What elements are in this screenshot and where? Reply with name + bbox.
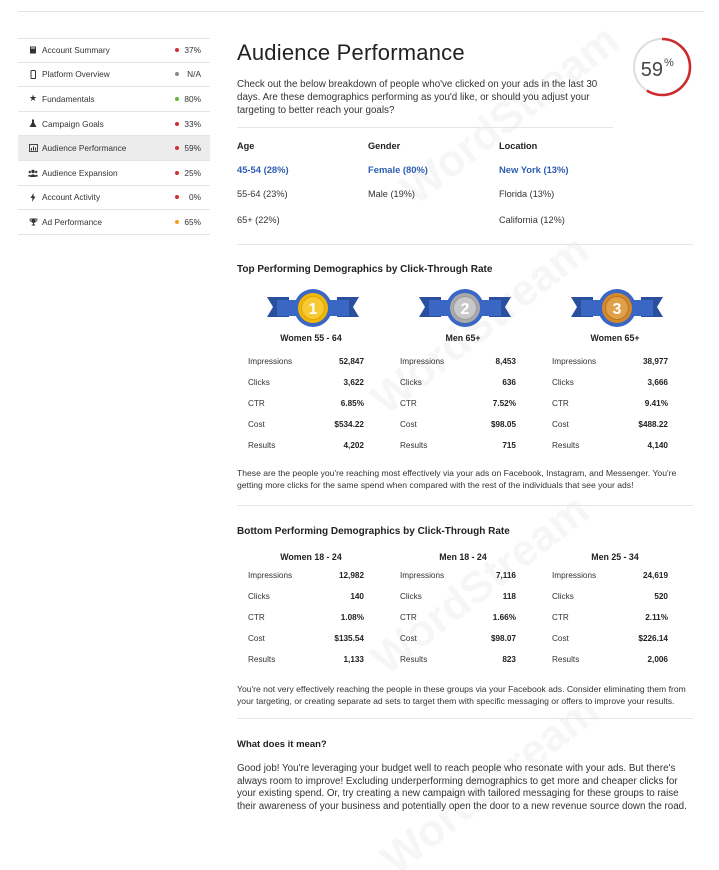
metric-row <box>552 420 668 441</box>
medal-bronze <box>541 287 693 333</box>
sidebar-item-label: Audience Performance <box>42 143 127 154</box>
metric-label: Clicks <box>552 378 574 387</box>
bottom-group-2 <box>389 552 541 676</box>
metric-value: 118 <box>502 592 516 601</box>
metric-value: 4,140 <box>647 441 668 450</box>
metric-value: $98.05 <box>490 420 516 429</box>
status-dot <box>175 72 179 76</box>
metric-row <box>400 399 516 420</box>
metric-label: Cost <box>248 634 265 643</box>
metric-value: $135.54 <box>334 634 364 643</box>
users-icon <box>28 169 38 177</box>
metric-label: Results <box>552 441 580 450</box>
metric-value: 4,202 <box>343 441 364 450</box>
section-divider <box>237 505 693 506</box>
top-performing-grid <box>237 287 693 462</box>
medal-silver <box>389 287 541 333</box>
main-content <box>237 38 693 813</box>
metric-row <box>552 357 668 378</box>
metrics-table <box>400 571 516 676</box>
metric-label: Impressions <box>552 571 597 580</box>
metric-label: Cost <box>248 420 265 429</box>
metric-row <box>552 634 668 655</box>
score-value: 59 <box>640 59 663 81</box>
sidebar-item-label: Audience Expansion <box>42 167 118 178</box>
sidebar-item-account-activity[interactable] <box>18 186 210 211</box>
group-name: Men 18 - 24 <box>439 552 487 562</box>
demo-top-value: Female (80%) <box>368 164 428 175</box>
status-dot <box>175 220 179 224</box>
metric-value: 3,622 <box>343 378 364 387</box>
demo-top-value: 45-54 (28%) <box>237 164 289 175</box>
metric-value: 823 <box>502 655 516 664</box>
medal-rank: 2 <box>460 301 470 318</box>
metric-label: Clicks <box>552 592 574 601</box>
metric-label: Results <box>400 441 428 450</box>
demo-column-age <box>237 141 368 240</box>
sidebar-item-label: Fundamentals <box>42 93 95 104</box>
top-group-2 <box>389 287 541 462</box>
bottom-performing-note: You're not very effectively reaching the people in these groups via your Facebook ads. Consider eliminating them from your targeting, or creating separate ad sets to target them with specific messaging or offers to improve your results. <box>237 684 686 706</box>
metric-label: Results <box>400 655 428 664</box>
sidebar-item-pct: 59% <box>184 143 201 154</box>
top-group-3 <box>541 287 693 462</box>
metric-row <box>400 420 516 441</box>
metric-label: Impressions <box>400 357 445 366</box>
metric-label: Results <box>248 441 276 450</box>
sidebar-item-pct: 37% <box>184 45 201 56</box>
demo-column-location <box>499 141 630 240</box>
sidebar-item-pct: N/A <box>187 69 201 80</box>
top-group-1 <box>237 287 389 462</box>
metric-label: Impressions <box>400 571 445 580</box>
metric-row <box>552 441 668 462</box>
metric-value: 7,116 <box>495 571 516 580</box>
metric-row <box>248 655 364 676</box>
sidebar-item-audience-performance[interactable] <box>18 136 210 161</box>
metric-value: 8,453 <box>495 357 516 366</box>
sidebar-item-audience-expansion[interactable] <box>18 161 210 186</box>
metric-row <box>552 655 668 676</box>
metric-row <box>400 378 516 399</box>
metric-label: Impressions <box>248 357 293 366</box>
trophy-icon <box>28 218 38 226</box>
bolt-icon <box>28 193 38 202</box>
metric-value: $534.22 <box>334 420 364 429</box>
page-intro: Check out the below breakdown of people who've clicked on your ads in the last 30 days. Are these demographics performing as you'd like, or should you adjust your targeting to better reach your goals? <box>237 79 598 116</box>
demo-column-gender <box>368 141 499 240</box>
metrics-table <box>248 571 364 676</box>
section-divider <box>237 127 613 128</box>
bottom-group-1 <box>237 552 389 676</box>
metric-label: Cost <box>400 420 417 429</box>
demo-top-value: New York (13%) <box>499 164 569 175</box>
metric-label: Clicks <box>400 378 422 387</box>
metric-label: Impressions <box>552 357 597 366</box>
metric-row <box>248 634 364 655</box>
demo-header: Gender <box>368 141 401 151</box>
metric-value: 1.66% <box>492 613 516 622</box>
metrics-table <box>248 357 364 462</box>
metric-row <box>552 378 668 399</box>
metric-row <box>400 592 516 613</box>
medal-rank: 1 <box>308 301 318 318</box>
metric-row <box>552 399 668 420</box>
group-name: Women 55 - 64 <box>280 333 342 343</box>
metric-value: 140 <box>350 592 364 601</box>
medal-gold <box>237 287 389 333</box>
sidebar-item-platform-overview[interactable] <box>18 63 210 88</box>
metric-value: 7.52% <box>492 399 516 408</box>
metric-value: 52,847 <box>338 357 364 366</box>
metric-label: CTR <box>552 613 569 622</box>
metric-value: 2.11% <box>645 613 668 622</box>
metric-label: Cost <box>552 420 569 429</box>
top-performing-note: These are the people you're reaching most effectively via your ads on Facebook, Instagram, and Messenger. You're getting more clicks for the same spend when compared with the rest of the individuals that see your ads! <box>237 468 677 490</box>
score-suffix: % <box>664 57 674 69</box>
demo-value: 55-64 (23%) <box>237 189 288 199</box>
metric-row <box>248 592 364 613</box>
section-divider <box>237 244 693 245</box>
group-name: Men 65+ <box>445 333 481 343</box>
metric-label: Cost <box>552 634 569 643</box>
sidebar-item-label: Account Summary <box>42 45 110 56</box>
sidebar-item-account-summary[interactable] <box>18 38 210 63</box>
section-divider <box>237 718 693 719</box>
demo-value: 65+ (22%) <box>237 214 280 225</box>
metric-label: Clicks <box>400 592 422 601</box>
metric-value: 24,619 <box>642 571 668 580</box>
metric-value: 520 <box>654 592 668 601</box>
metric-row <box>400 571 516 592</box>
metric-row <box>400 357 516 378</box>
sidebar-item-pct: 65% <box>184 216 201 227</box>
metric-value: 1,133 <box>343 655 364 664</box>
metric-label: Results <box>248 655 276 664</box>
bottom-performing-title: Bottom Performing Demographics by Click-Through Rate <box>237 526 510 537</box>
metric-label: Impressions <box>248 571 293 580</box>
sidebar-item-label: Campaign Goals <box>42 118 104 129</box>
metric-row <box>248 571 364 592</box>
metric-label: Cost <box>400 634 417 643</box>
medal-rank: 3 <box>612 301 622 318</box>
demographics-summary <box>237 141 693 240</box>
meaning-title: What does it mean? <box>237 739 327 750</box>
metric-label: CTR <box>248 613 265 622</box>
metric-label: CTR <box>248 399 265 408</box>
metric-row <box>248 420 364 441</box>
metric-row <box>248 378 364 399</box>
sidebar-item-campaign-goals[interactable] <box>18 112 210 137</box>
metric-value: $226.14 <box>638 634 668 643</box>
metric-value: 1.08% <box>340 613 364 622</box>
metric-value: 715 <box>502 441 516 450</box>
metric-value: 636 <box>502 378 516 387</box>
status-dot <box>175 48 179 52</box>
metric-value: 12,982 <box>338 571 364 580</box>
metric-value: 9.41% <box>644 399 668 408</box>
metric-label: CTR <box>400 399 417 408</box>
star-icon: ★ <box>28 93 38 104</box>
metric-value: 6.85% <box>340 399 364 408</box>
metrics-table <box>552 571 668 676</box>
status-dot <box>175 195 179 199</box>
status-dot <box>175 171 179 175</box>
demo-header: Age <box>237 141 255 151</box>
metric-row <box>552 571 668 592</box>
sidebar-item-pct: 0% <box>189 192 201 203</box>
sidebar-item-fundamentals[interactable] <box>18 87 210 112</box>
bottom-performing-grid <box>237 552 693 676</box>
sidebar-nav <box>18 38 210 235</box>
metric-value: 38,977 <box>642 357 668 366</box>
meaning-body: Good job! You're leveraging your budget well to reach people who resonate with your ads. But there's always room to improve! Excluding underperforming demographics to get more and cheaper clicks for your existing spend. Or, try creating a new campaign with tailored messaging for these groups to raise their awareness of your business and potentially open the door to a new revenue source down the road. <box>237 763 687 812</box>
metric-row <box>400 655 516 676</box>
sidebar-item-pct: 33% <box>184 118 201 129</box>
group-name: Men 25 - 34 <box>591 552 639 562</box>
metric-label: Clicks <box>248 378 270 387</box>
metric-row <box>552 613 668 634</box>
sidebar-item-label: Account Activity <box>42 192 101 203</box>
metric-row <box>400 441 516 462</box>
mobile-icon <box>28 70 38 79</box>
metric-label: Clicks <box>248 592 270 601</box>
flask-icon <box>28 119 38 128</box>
demo-value: Florida (13%) <box>499 189 555 199</box>
metrics-table <box>552 357 668 462</box>
page-title: Audience Performance <box>237 40 465 65</box>
metric-value: $488.22 <box>638 420 668 429</box>
status-dot <box>175 122 179 126</box>
metric-row <box>248 399 364 420</box>
metric-label: CTR <box>552 399 569 408</box>
sidebar-item-pct: 80% <box>184 93 201 104</box>
top-divider <box>18 11 704 12</box>
demo-value: Male (19%) <box>368 189 415 199</box>
sidebar-item-pct: 25% <box>184 167 201 178</box>
sidebar-item-label: Ad Performance <box>42 216 102 227</box>
metric-row <box>552 592 668 613</box>
metric-label: CTR <box>400 613 417 622</box>
bottom-group-3 <box>541 552 693 676</box>
sidebar-item-label: Platform Overview <box>42 69 110 80</box>
metrics-table <box>400 357 516 462</box>
group-name: Women 18 - 24 <box>280 552 342 562</box>
bar-chart-icon <box>28 144 38 152</box>
metric-value: $98.07 <box>490 634 516 643</box>
metric-row <box>400 634 516 655</box>
metric-label: Results <box>552 655 580 664</box>
metric-value: 2,006 <box>647 655 668 664</box>
demo-header: Location <box>499 141 538 151</box>
book-icon <box>28 46 38 54</box>
status-dot <box>175 97 179 101</box>
demo-value: California (12%) <box>499 214 565 225</box>
metric-row <box>248 357 364 378</box>
metric-row <box>248 613 364 634</box>
metric-value: 3,666 <box>647 378 668 387</box>
metric-row <box>248 441 364 462</box>
metric-row <box>400 613 516 634</box>
top-performing-title: Top Performing Demographics by Click-Through Rate <box>237 264 493 275</box>
sidebar-item-ad-performance[interactable] <box>18 210 210 235</box>
status-dot <box>175 146 179 150</box>
group-name: Women 65+ <box>590 333 640 343</box>
